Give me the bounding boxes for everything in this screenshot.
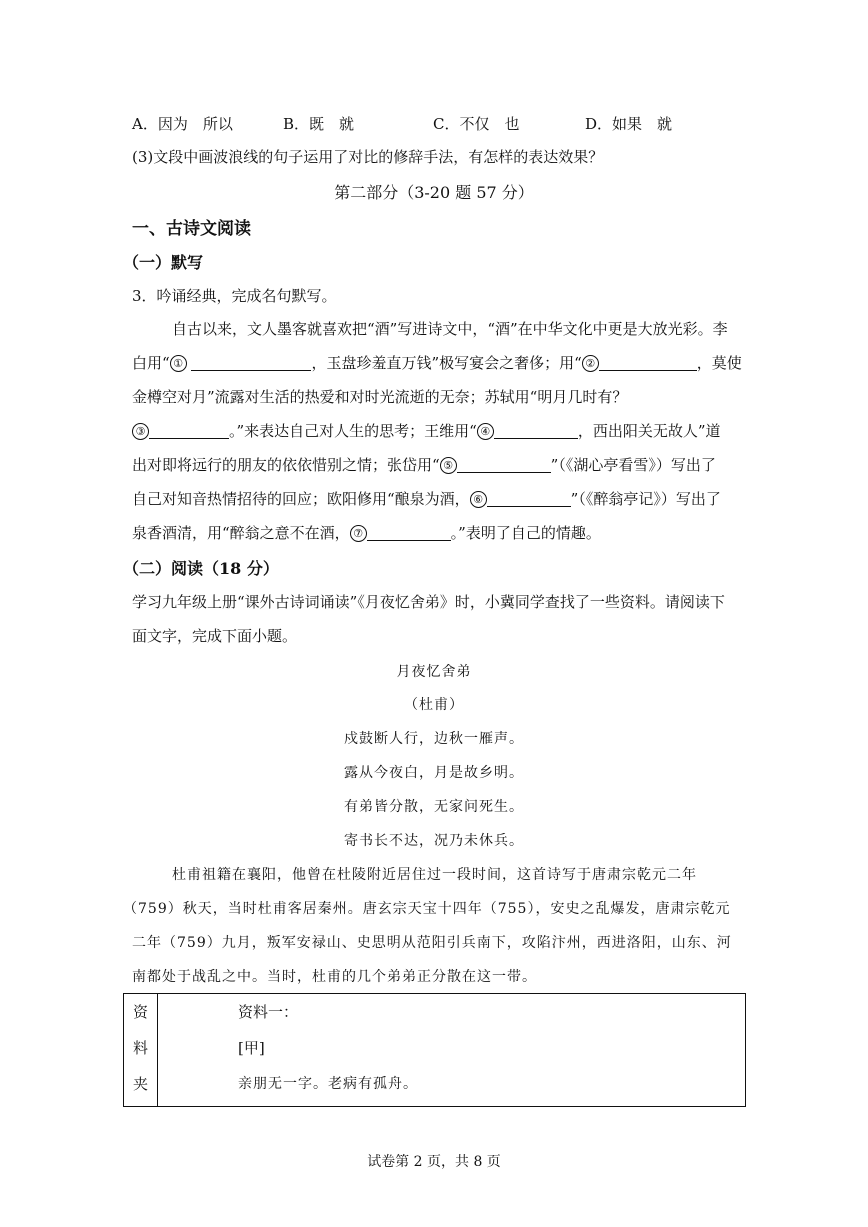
answer-blank-2[interactable] [599,354,697,371]
blank-number-5: ⑤ [440,457,457,474]
passage-line-7 [132,522,601,543]
passage-line-6 [132,488,721,509]
answer-blank-6[interactable] [487,490,571,507]
intro-line-1: 学习九年级上册“课外古诗词诵读”《月夜忆舍弟》时，小冀同学查找了一些资料。请阅读下 [132,593,725,611]
option-c: C．不仅 也 [433,115,520,133]
answer-blank-5[interactable] [457,456,551,473]
background-line-3: 二年（759）九月，叛军安禄山、史思明从范阳引兵南下，攻陷汴州，西进洛阳，山东、河 [132,935,732,951]
answer-blank-7[interactable] [367,524,451,541]
material-content [158,994,746,1107]
blank-number-4: ④ [477,423,494,440]
blank-number-1: ① [170,355,187,372]
side-char: 料 [132,1039,148,1057]
passage-text: ，西出阳关无故人”道 [577,422,721,440]
blank-number-7: ⑦ [350,525,367,542]
poem-title: 月夜忆舍弟 [396,664,472,680]
option-a: A．因为 所以 [132,115,233,133]
passage-line-4 [132,420,721,441]
background-line-2: （759）秋天，当时杜甫客居秦州。唐玄宗天宝十四年（755），安史之乱爆发，唐肃宗乾元 [123,901,731,917]
material-heading: 资料一： [238,1003,299,1021]
passage-line-1: 自古以来，文人墨客就喜欢把“酒”写进诗文中，“酒”在中华文化中更是大放光彩。李 [172,320,728,338]
passage-text: ”（《湖心亭看雪》）写出了 [550,456,716,474]
passage-text: 泉香酒清，用“醉翁之意不在酒， [132,524,350,542]
passage-text: ”（《醉翁亭记》）写出了 [570,490,721,508]
poem-line-1: 戍鼓断人行，边秋一雁声。 [344,731,524,747]
page-footer: 试卷第 2 页，共 8 页 [367,1154,501,1170]
option-b: B．既 就 [283,115,355,133]
part2-title: 第二部分（3-20 题 57 分） [334,183,534,202]
passage-text: ，玉盘珍羞直万钱”极写宴会之奢侈；用“ [311,354,582,372]
blank-number-3: ③ [132,423,149,440]
answer-blank-1[interactable] [191,354,311,371]
sub2-title: （二）阅读（18 分） [123,559,279,578]
sub1-title: （一）默写 [123,253,204,272]
material-box [123,993,746,1107]
section1-title: 一、古诗文阅读 [132,219,251,239]
passage-text: 自己对知音热情招待的回应；欧阳修用“酿泉为酒， [132,490,470,508]
passage-text: ，莫使 [696,354,742,372]
poem-author: （杜甫） [404,697,464,713]
background-line-1: 杜甫祖籍在襄阳，他曾在杜陵附近居住过一段时间，这首诗写于唐肃宗乾元二年 [172,867,697,883]
side-char: 资 [132,1003,148,1021]
blank-number-6: ⑥ [470,491,487,508]
poem-line-3: 有弟皆分散，无家问死生。 [344,799,524,815]
blank-number-2: ② [582,355,599,372]
passage-text: 。”表明了自己的情趣。 [450,524,601,542]
question-3-sub: (3)文段中画波浪线的句子运用了对比的修辞手法，有怎样的表达效果？ [132,148,604,166]
material-verse: 亲朋无一字。老病有孤舟。 [238,1076,418,1092]
background-line-4: 南都处于战乱之中。当时，杜甫的几个弟弟正分散在这一带。 [132,969,537,985]
question-3-title: 3．吟诵经典，完成名句默写。 [132,287,337,305]
option-d: D．如果 就 [585,115,673,133]
passage-line-2 [132,352,742,373]
passage-line-3: 金樽空对月”流露对生活的热爱和对时光流逝的无奈；苏轼用“明月几时有？ [132,388,628,406]
poem-line-2: 露从今夜白，月是故乡明。 [344,765,524,781]
passage-line-5 [132,454,716,475]
passage-text: 。”来表达自己对人生的思考；王维用“ [229,422,477,440]
material-side-label [124,994,158,1107]
side-char: 夹 [132,1075,148,1093]
intro-line-2: 面文字，完成下面小题。 [132,627,298,645]
poem-line-4: 寄书长不达，况乃未休兵。 [344,833,524,849]
passage-text: 出对即将远行的朋友的依依惜别之情；张岱用“ [132,456,440,474]
answer-blank-4[interactable] [494,422,578,439]
material-marker: [甲] [238,1039,265,1057]
answer-blank-3[interactable] [149,422,229,439]
passage-text: 白用“ [132,354,170,372]
